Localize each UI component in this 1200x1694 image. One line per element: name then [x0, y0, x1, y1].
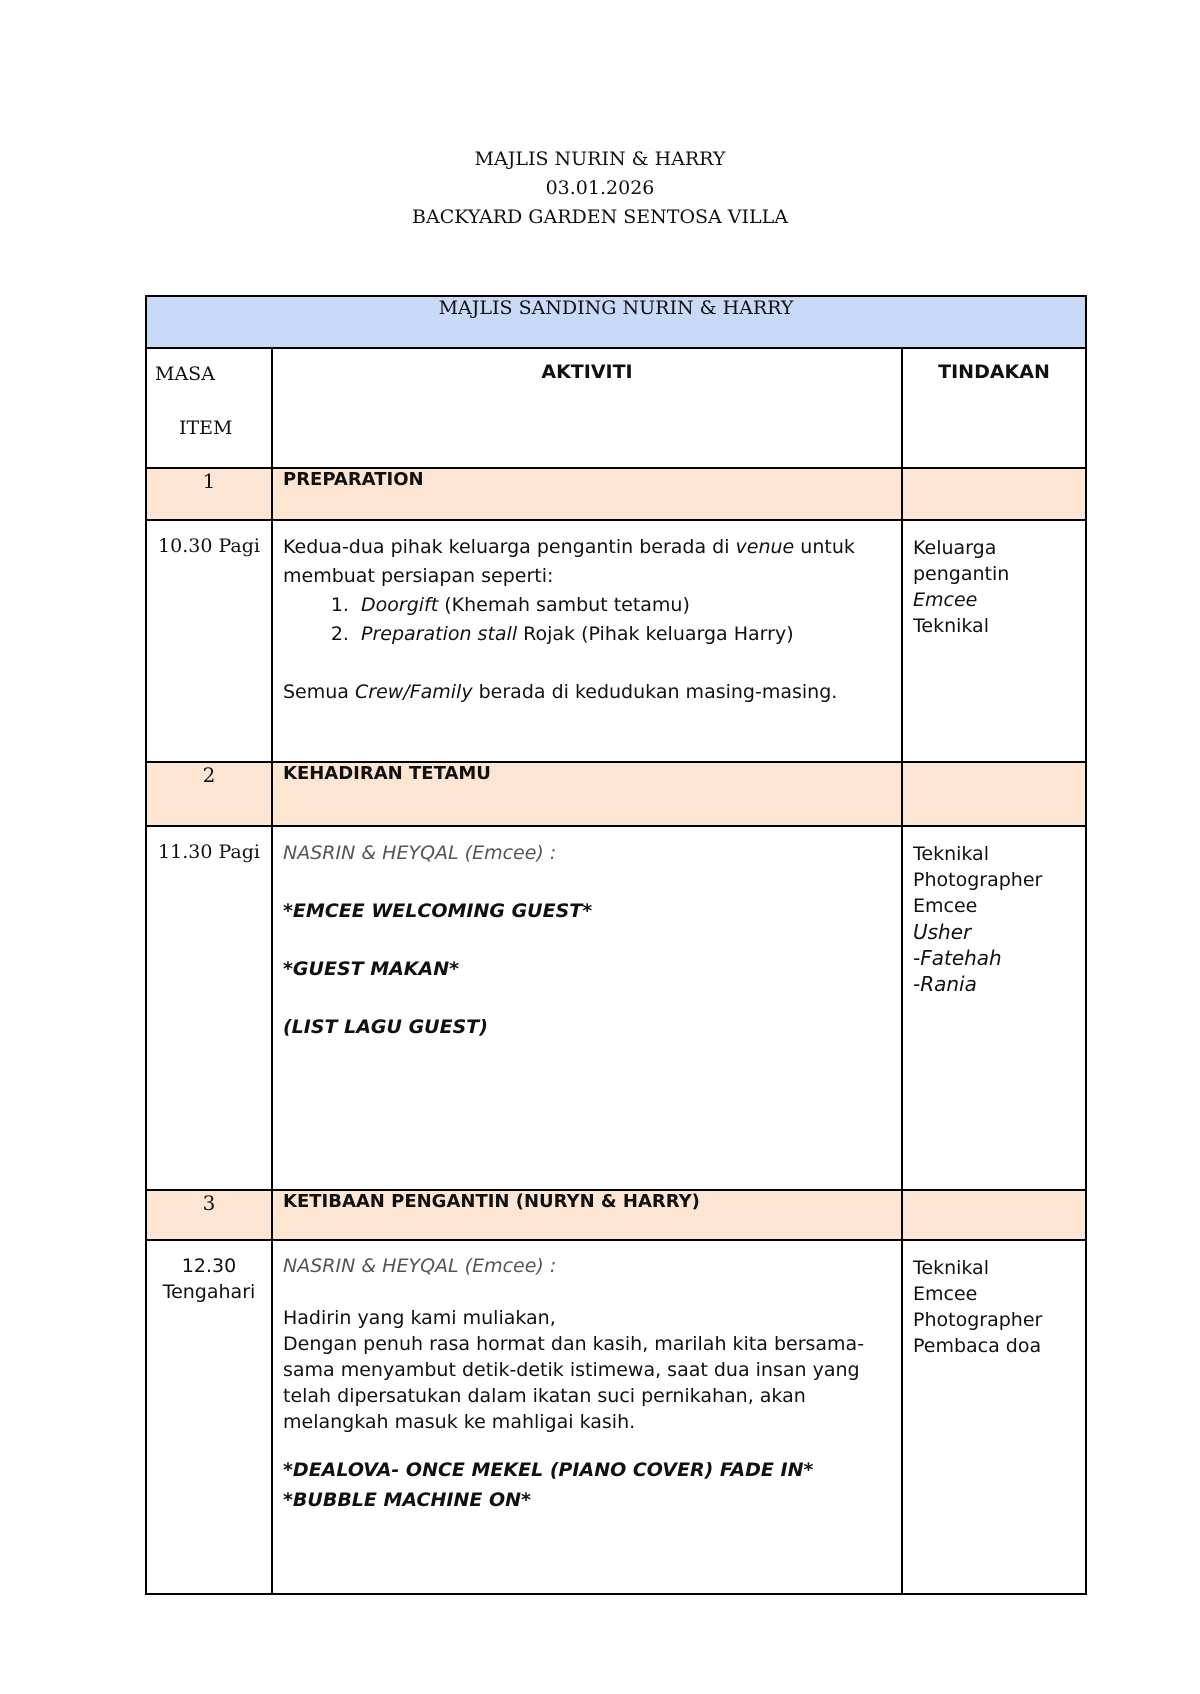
section-number: 1 [146, 468, 272, 520]
item-header: ITEM [179, 417, 233, 439]
section-number: 2 [146, 762, 272, 826]
time-cell: 11.30 Pagi [146, 826, 272, 1190]
cue-text: (LIST LAGU GUEST) [283, 1016, 488, 1038]
action-item: Teknikal [913, 615, 989, 637]
tindakan-header: TINDAKAN [902, 348, 1086, 468]
action-item: Usher [913, 920, 972, 944]
action-item: Emcee [913, 1283, 978, 1305]
action-item: -Fatehah [913, 946, 1002, 970]
activity-cell [272, 520, 902, 762]
schedule-table [145, 295, 1087, 1595]
section-empty-cell [902, 468, 1086, 520]
column-header-row [146, 348, 1086, 468]
section-name: KEHADIRAN TETAMU [272, 762, 902, 826]
section-name: KETIBAAN PENGANTIN (NURYN & HARRY) [272, 1190, 902, 1240]
activity-cell [272, 1240, 902, 1594]
action-item: Photographer [913, 1309, 1043, 1331]
section-empty-cell [902, 1190, 1086, 1240]
action-item: Teknikal [913, 843, 989, 865]
action-item: pengantin [913, 563, 1010, 585]
table-row [146, 520, 1086, 762]
cue-text: *DEALOVA- ONCE MEKEL (PIANO COVER) FADE IN* [283, 1459, 814, 1481]
activity-intro: Kedua-dua pihak keluarga pengantin berada di venue untuk membuat persiapan seperti: [283, 536, 855, 587]
action-item: Photographer [913, 869, 1043, 891]
preparation-list [283, 591, 891, 649]
table-row [146, 826, 1086, 1190]
time-cell: 12.30 Tengahari [146, 1240, 272, 1594]
action-item: Emcee [913, 589, 978, 611]
event-venue: BACKYARD GARDEN SENTOSA VILLA [412, 206, 788, 228]
activity-note: Semua Crew/Family berada di kedudukan masing-masing. [283, 681, 838, 703]
action-cell [902, 1240, 1086, 1594]
speech-text: Dengan penuh rasa hormat dan kasih, marilah kita bersama-sama menyambut detik-detik istimewa, saat dua insan yang telah dipersatukan dalam ikatan suci pernikahan, akan melangkah masuk ke mahligai kasih. [283, 1333, 865, 1433]
section-name: PREPARATION [272, 468, 902, 520]
section-row-kehadiran [146, 762, 1086, 826]
section-number: 3 [146, 1190, 272, 1240]
action-cell [902, 520, 1086, 762]
masa-item-header [146, 348, 272, 468]
list-item: 1. Doorgift (Khemah sambut tetamu) [355, 591, 891, 620]
list-item: 2. Preparation stall Rojak (Pihak keluarga Harry) [355, 620, 891, 649]
action-item: Teknikal [913, 1257, 989, 1279]
section-row-preparation [146, 468, 1086, 520]
action-item: Keluarga [913, 537, 997, 559]
cue-text: *BUBBLE MACHINE ON* [283, 1489, 531, 1511]
action-item: -Rania [913, 972, 977, 996]
activity-cell [272, 826, 902, 1190]
time-cell: 10.30 Pagi [146, 520, 272, 762]
emcee-label: NASRIN & HEYQAL (Emcee) : [283, 1255, 557, 1277]
document-header [0, 145, 1200, 232]
action-item: Pembaca doa [913, 1335, 1042, 1357]
table-row [146, 1240, 1086, 1594]
masa-header: MASA [155, 363, 215, 385]
aktiviti-header: AKTIVITI [272, 348, 902, 468]
action-cell [902, 826, 1086, 1190]
action-item: Emcee [913, 895, 978, 917]
cue-text: *EMCEE WELCOMING GUEST* [283, 900, 593, 922]
cue-text: *GUEST MAKAN* [283, 958, 460, 980]
event-date: 03.01.2026 [545, 177, 655, 199]
table-title: MAJLIS SANDING NURIN & HARRY [146, 296, 1086, 348]
speech-text: Hadirin yang kami muliakan, [283, 1307, 556, 1329]
section-empty-cell [902, 762, 1086, 826]
table-title-row [146, 296, 1086, 348]
section-row-ketibaan [146, 1190, 1086, 1240]
emcee-label: NASRIN & HEYQAL (Emcee) : [283, 842, 557, 864]
event-title: MAJLIS NURIN & HARRY [474, 148, 726, 170]
